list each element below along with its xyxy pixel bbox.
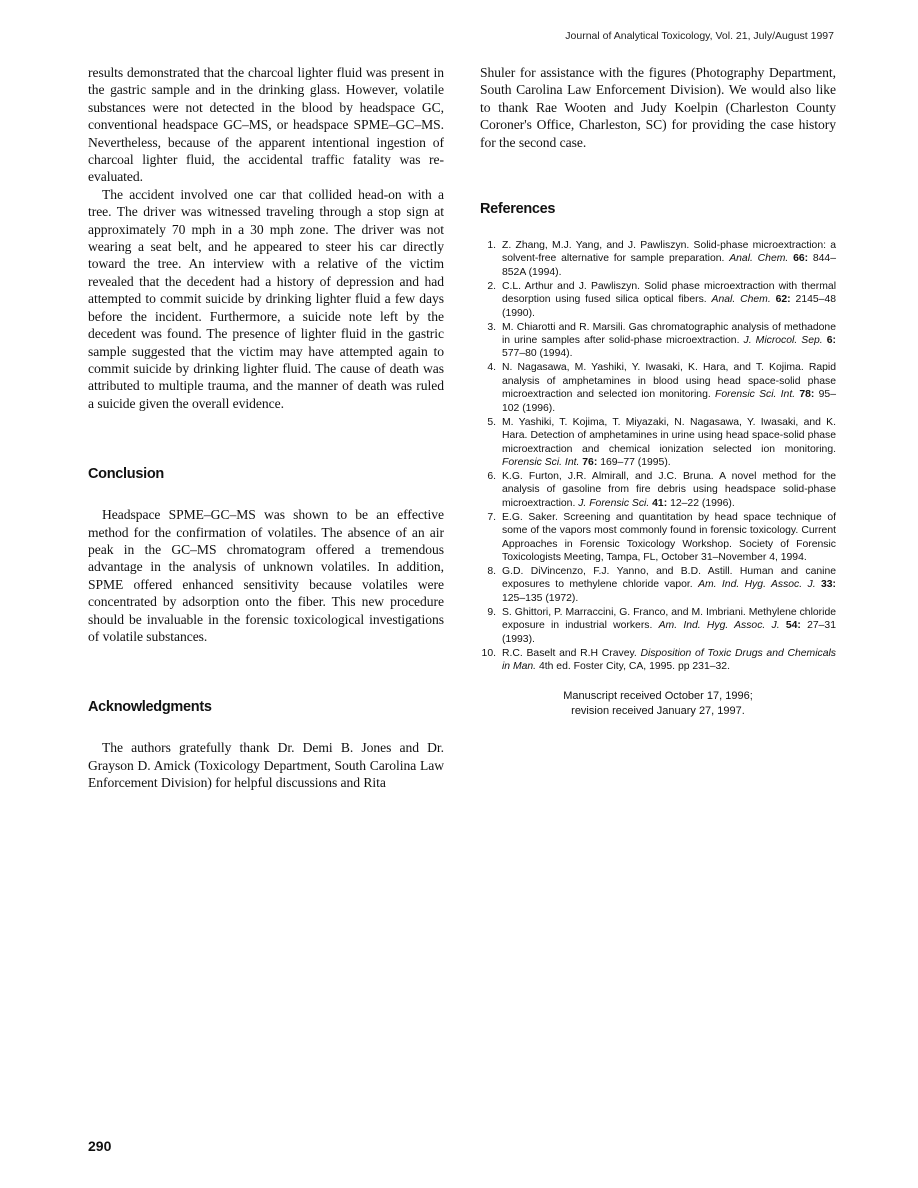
reference-item	[480, 606, 836, 646]
acknowledgments-heading: Acknowledgments	[88, 699, 212, 716]
reference-number: 6.	[487, 470, 496, 482]
reference-text: M. Chiarotti and R. Marsili. Gas chromatographic analysis of methadone in urine samples after solid-phase microextraction. J. Microcol. Sep. 6: 577–80 (1994).	[502, 321, 836, 360]
reference-volume: 78:	[799, 389, 815, 401]
reference-text: S. Ghittori, P. Marraccini, G. Franco, and M. Imbriani. Methylene chloride exposure in industrial workers. Am. Ind. Hyg. Assoc. J. 54: 27–31 (1993).	[502, 606, 836, 645]
reference-number: 3.	[487, 321, 496, 333]
running-head: Journal of Analytical Toxicology, Vol. 21, July/August 1997	[565, 30, 834, 42]
reference-volume: 54:	[785, 620, 801, 632]
reference-journal: Forensic Sci. Int.	[715, 389, 796, 401]
reference-number: 5.	[487, 416, 496, 428]
reference-item	[480, 470, 836, 510]
reference-text: R.C. Baselt and R.H Cravey. Disposition of Toxic Drugs and Chemicals in Man. 4th ed. Foster City, CA, 1995. pp 231–32.	[502, 647, 836, 672]
reference-text: C.L. Arthur and J. Pawliszyn. Solid phase microextraction with thermal desorption using fused silica optical fibers. Anal. Chem. 62: 2145–48 (1990).	[502, 280, 836, 319]
reference-journal: J. Forensic Sci.	[578, 497, 650, 509]
reference-volume: 33:	[820, 579, 836, 591]
references-heading: References	[480, 201, 556, 218]
reference-volume: 66:	[793, 253, 809, 265]
reference-item	[480, 280, 836, 320]
reference-volume: 41:	[652, 497, 668, 509]
reference-item	[480, 361, 836, 415]
reference-number: 9.	[487, 606, 496, 618]
reference-number: 2.	[487, 280, 496, 292]
reference-item	[480, 511, 836, 565]
manuscript-dates	[480, 689, 836, 719]
reference-number: 8.	[487, 565, 496, 577]
conclusion-paragraph: Headspace SPME–GC–MS was shown to be an effective method for the confirmation of volatiles. The absence of an air peak in the GC–MS chromatogram offered a tremendous advantage in the analysis of unknown volatiles. In addition, SPME offered enhanced sensitivity because volatiles were concentrated by adsorption onto the fiber. This new procedure should be invaluable in the forensic toxicological investigations of volatile substances.	[88, 507, 444, 644]
reference-text: Z. Zhang, M.J. Yang, and J. Pawliszyn. Solid-phase microextraction: a solvent-free alternative for sample preparation. Anal. Chem. 66: 844–852A (1994).	[502, 240, 836, 278]
reference-item	[480, 239, 836, 279]
case-paragraph-continued: results demonstrated that the charcoal lighter fluid was present in the gastric sample and in the drinking glass. However, volatile substances were not detected in the blood by headspace GC, conventional headspace GC–MS, or headspace SPME–GC–MS. Nevertheless, because of the apparent intentional ingestion of charcoal lighter fluid, the accidental traffic fatality was re-evaluated.	[88, 65, 444, 185]
reference-text: G.D. DiVincenzo, F.J. Yanno, and B.D. Astill. Human and canine exposures to methylene chloride vapor. Am. Ind. Hyg. Assoc. J. 33: 125–135 (1972).	[502, 565, 836, 604]
reference-volume: 76:	[582, 456, 598, 468]
reference-volume: 6:	[826, 335, 836, 347]
acknowledgments-continued: Shuler for assistance with the figures (Photography Department, South Carolina Law Enforcement Division). We would also like to thank Rae Wooten and Judy Koelpin (Charleston County Coroner's Office, Charleston, SC) for providing the case history for the second case.	[480, 65, 836, 150]
reference-text: E.G. Saker. Screening and quantitation by head space technique of some of the vapors most commonly found in forensic toxicology. Current Approaches in Forensic Toxicology Workshop. Society of Forensic Toxicologists Meeting, Tampa, FL, October 31–November 4, 1994.	[502, 511, 836, 563]
reference-text: N. Nagasawa, M. Yashiki, Y. Iwasaki, K. Hara, and T. Kojima. Rapid analysis of amphetamines in blood using head space-solid phase microextraction and selected ion monitoring. Forensic Sci. Int. 78: 95–102 (1996).	[502, 362, 836, 414]
reference-journal: Am. Ind. Hyg. Assoc. J.	[658, 620, 780, 632]
manuscript-received: Manuscript received October 17, 1996;	[563, 690, 753, 703]
reference-item	[480, 565, 836, 605]
reference-number: 7.	[487, 511, 496, 523]
reference-journal: Forensic Sci. Int.	[502, 456, 580, 468]
reference-volume: 62:	[775, 294, 791, 306]
reference-number: 10.	[481, 647, 496, 659]
reference-text: K.G. Furton, J.R. Almirall, and J.C. Bruna. A novel method for the analysis of gasoline from fire debris using headspace solid-phase microextraction. J. Forensic Sci. 41: 12–22 (1996).	[502, 470, 836, 509]
reference-list	[480, 239, 836, 673]
left-column	[88, 64, 444, 792]
reference-journal: J. Microcol. Sep.	[743, 335, 823, 347]
reference-item	[480, 647, 836, 674]
reference-journal: Anal. Chem.	[729, 253, 789, 265]
reference-journal: Anal. Chem.	[711, 294, 771, 306]
reference-journal: Am. Ind. Hyg. Assoc. J.	[698, 579, 816, 591]
reference-number: 4.	[487, 362, 496, 374]
reference-item	[480, 416, 836, 470]
reference-item	[480, 321, 836, 361]
revision-received: revision received January 27, 1997.	[571, 705, 745, 718]
acknowledgments-paragraph: The authors gratefully thank Dr. Demi B. Jones and Dr. Grayson D. Amick (Toxicology Department, South Carolina Law Enforcement Division) for helpful discussions and Rita	[88, 740, 444, 791]
reference-number: 1.	[487, 240, 496, 252]
case-paragraph-accident: The accident involved one car that collided head-on with a tree. The driver was witnessed traveling through a stop sign at approximately 70 mph in a 30 mph zone. The driver was not wearing a seat belt, and he appeared to steer his car directly toward the tree. An interview with a relative of the victim revealed that the decedent had a history of depression and had attempted to commit suicide by drinking lighter fluid a few days before the incident. Furthermore, a suicide note left by the decedent was found. The presence of lighter fluid in the gastric sample suggested that the victim may have attempted again to commit suicide by drinking lighter fluid. The cause of death was attributed to multiple trauma, and the manner of death was ruled a suicide given the overall evidence.	[88, 186, 444, 411]
conclusion-heading: Conclusion	[88, 466, 164, 483]
reference-book-title: Disposition of Toxic Drugs and Chemicals in Man.	[502, 647, 836, 672]
page-number: 290	[88, 1138, 112, 1154]
right-column	[480, 64, 836, 719]
reference-text: M. Yashiki, T. Kojima, T. Miyazaki, N. Nagasawa, Y. Iwasaki, and K. Hara. Detection of amphetamines in urine using head space-solid phase microextraction and chemical ionization selected ion monitoring. Forensic Sci. Int. 76: 169–77 (1995).	[502, 416, 836, 468]
